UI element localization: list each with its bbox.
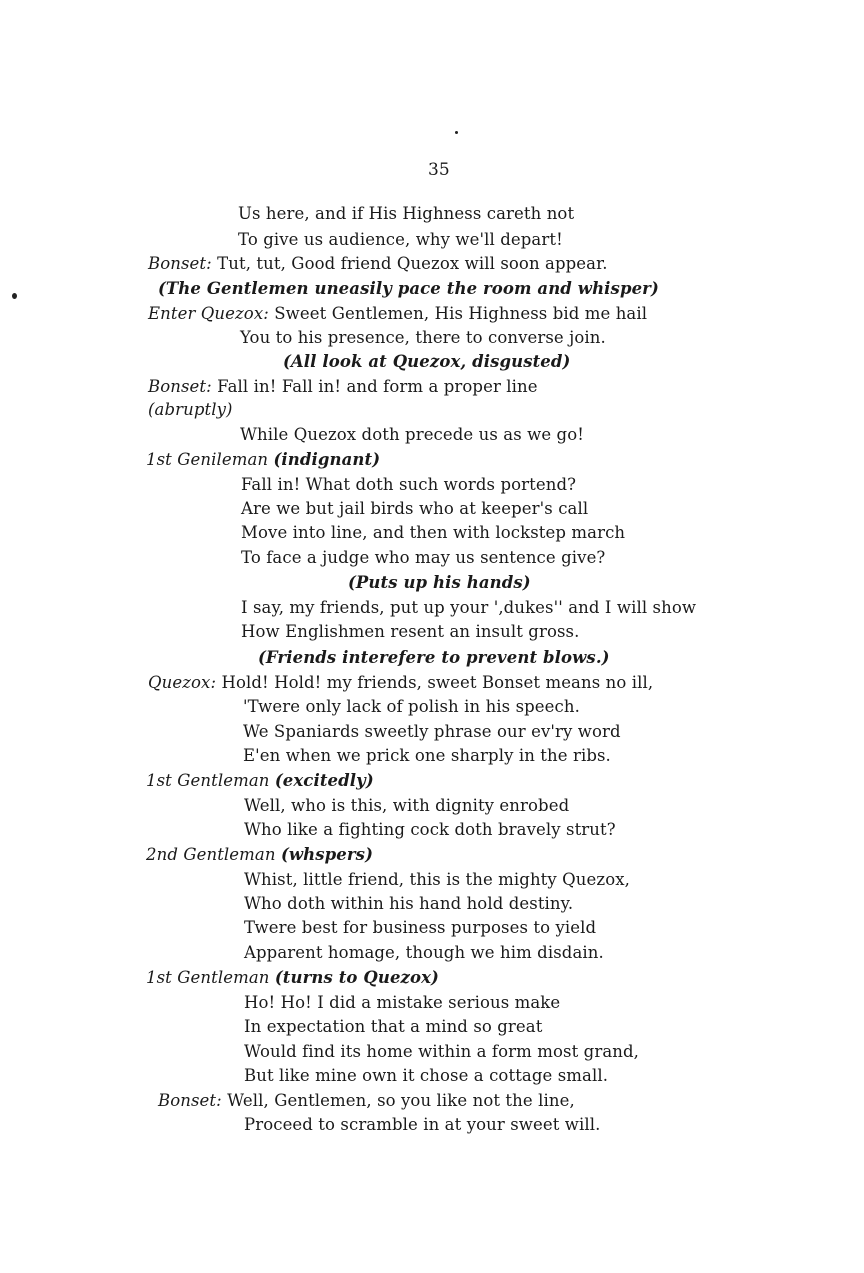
stage-direction: (The Gentlemen uneasily pace the room and whisper)	[158, 279, 659, 298]
verse-line: Apparent homage, though we him disdain.	[244, 943, 604, 962]
verse-line: Whist, little friend, this is the mighty Quezox,	[244, 870, 630, 889]
verse-line: Ho! Ho! I did a mistake serious make	[244, 993, 561, 1012]
verse-line: Fall in! What doth such words portend?	[241, 475, 577, 494]
verse-line: Who like a fighting cock doth bravely strut?	[244, 820, 616, 839]
verse-line: Are we but jail birds who at keeper's call	[241, 499, 589, 518]
speaker-name: Bonset:	[158, 1091, 222, 1110]
verse-line: Us here, and if His Highness careth not	[238, 204, 575, 223]
scan-speck	[12, 293, 17, 299]
verse-line: You to his presence, there to converse join.	[240, 328, 606, 347]
speaker-name: Quezox:	[148, 673, 217, 692]
verse-line: Would find its home within a form most grand,	[244, 1042, 639, 1061]
verse-line: How Englishmen resent an insult gross.	[241, 622, 580, 641]
speech-line: Bonset: Fall in! Fall in! and form a proper line	[148, 377, 538, 396]
verse-line: 'Twere only lack of polish in his speech.	[243, 697, 580, 716]
verse-line: To give us audience, why we'll depart!	[238, 230, 563, 249]
speech-line: Bonset: Tut, tut, Good friend Quezox will soon appear.	[148, 254, 608, 273]
stage-direction: (Friends interefere to prevent blows.)	[258, 648, 610, 667]
speaker-name: Enter Quezox:	[148, 304, 269, 323]
stage-direction: (Puts up his hands)	[348, 573, 531, 592]
verse-line: Who doth within his hand hold destiny.	[244, 894, 574, 913]
stage-direction: (abruptly)	[148, 400, 233, 419]
verse-line: We Spaniards sweetly phrase our ev'ry word	[243, 722, 621, 741]
speaker-heading: 1st Genileman (indignant)	[146, 450, 381, 469]
verse-line: But like mine own it chose a cottage small.	[244, 1066, 609, 1085]
verse-line: To face a judge who may us sentence give?	[241, 548, 606, 567]
speech-line: Quezox: Hold! Hold! my friends, sweet Bonset means no ill,	[148, 673, 654, 692]
stage-direction: (All look at Quezox, disgusted)	[283, 352, 571, 371]
verse-line: Twere best for business purposes to yield	[244, 918, 597, 937]
verse-line: E'en when we prick one sharply in the ribs.	[243, 746, 611, 765]
verse-line: Well, who is this, with dignity enrobed	[244, 796, 570, 815]
speaker-heading: 2nd Gentleman (whspers)	[146, 845, 373, 864]
page-number: 35	[428, 160, 450, 180]
speaker-name: Bonset:	[148, 254, 212, 273]
verse-line: In expectation that a mind so great	[244, 1017, 543, 1036]
scan-speck	[455, 131, 458, 134]
verse-line: I say, my friends, put up your ',dukes'' and I will show	[241, 598, 697, 617]
speech-line: Enter Quezox: Sweet Gentlemen, His Highness bid me hail	[148, 304, 648, 323]
speaker-heading: 1st Gentleman (turns to Quezox)	[146, 968, 439, 987]
verse-line: Move into line, and then with lockstep march	[241, 523, 626, 542]
verse-line: Proceed to scramble in at your sweet will.	[244, 1115, 601, 1134]
speaker-name: Bonset:	[148, 377, 212, 396]
verse-line: While Quezox doth precede us as we go!	[240, 425, 584, 444]
speech-line: Bonset: Well, Gentlemen, so you like not the line,	[158, 1091, 575, 1110]
speaker-heading: 1st Gentleman (excitedly)	[146, 771, 374, 790]
